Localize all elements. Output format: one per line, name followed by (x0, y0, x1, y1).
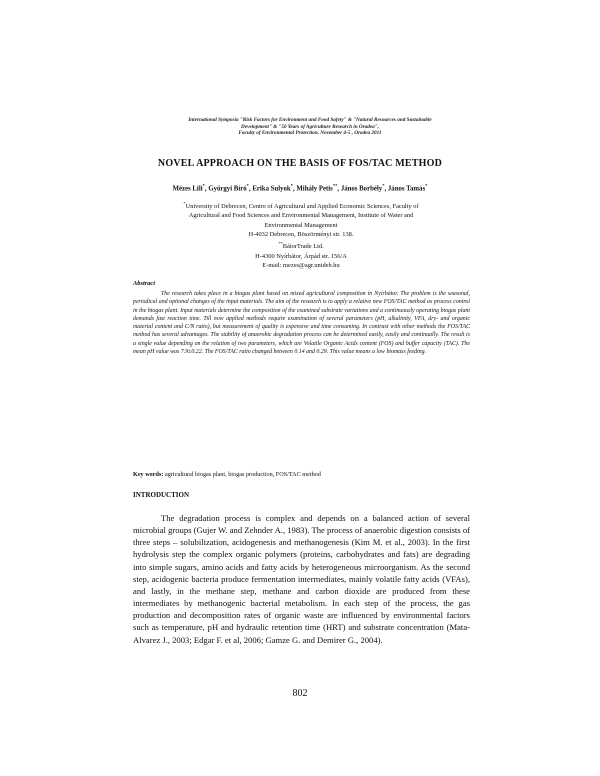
introduction-text: The degradation process is complex and depends on a balanced action of several microbial groups (Gujer W. and Zehnder A., 1983). The process of anaerobic digestion consists of three steps – solubilization, acidogenesis and methanogenesis (Kim M. et al., 2003). In the first hydrolysis step the complex organic polymers (proteins, carbohydrates and fats) are degrading into simple sugars, amino acids and fatty acids by heterogeneous microorganism. As the second step, acidogenic bacteria produce fermentation intermediates, mainly volatile fatty acids (VFAs), and lastly, in the methane step, methane and carbon dioxide are produced from these intermediates by methanogenic bacterial metabolism. In each step of the process, the gas production and decomposition rates of organic waste are influenced by environmental factors such as temperature, pH and hydraulic retention time (HRT) and substrate concentration (Mata-Alvarez J., 2003; Edgar F. et al, 2006; Gamze G. and Demirer G., 2004). (133, 513, 470, 645)
affiliation-line: H-4300 Nyírbátor, Árpád str. 156/A (255, 252, 347, 260)
abstract-heading: Abstract (133, 280, 156, 287)
author-mark: * (246, 183, 249, 188)
author-name: János Borbély (340, 185, 383, 193)
header-line-3: Faculty of Environmental Protection, November 4-5 , Oradea 2011 (238, 130, 382, 137)
affiliation-line: **BátorTrade Ltd. (278, 241, 324, 251)
keywords-line (133, 471, 470, 478)
author-name: Györgyi Bíró (208, 185, 247, 193)
author-list: Mézes Lili*, Györgyi Bíró*, Erika Sulyok*, Mihály Petis**, János Borbély*, János Tamás* (172, 183, 428, 193)
affiliation-block (146, 199, 456, 270)
keywords-text: agricultural biogas plant, biogas production, FOS/TAC method (164, 471, 321, 478)
page-number: 802 (292, 688, 308, 699)
affiliation-line: *University of Debrecen, Centre of Agricultural and Applied Economic Sciences, Faculty of (183, 201, 419, 211)
abstract-text: The research takes place in a biogas plant based on mixed agricultural composition in Nyírbátor. The problem is the seasonal, periodical and optional changes of the input materials. The aim of the research is to apply a relative new FOS/TAC method as process control in the biogas plant. Input materials determine the composition of the examined substrate variations and a continuously operating biogas plant demands fast reaction time. Till now applied methods require examination of several parameters (pH, alkalinity, VFA, dry- and organic material content and C/N ratio), but measurement of quality is expensive and time consuming. In contrast with other methods the FOS/TAC method has several advantages. The stability of anaerobic degradation process can be determined easily, easily and continually. The result is a single value depending on the relation of two parameters, which are Volatile Organic Acids content (FOS) and buffer capacity (TAC). The mean pH value was 7.9±0.22. The FOS/TAC ratio changed between 0.14 and 0.29. This value means a low biomass feeding. (133, 291, 470, 355)
paper-title: NOVEL APPROACH ON THE BASIS OF FOS/TAC METHOD (157, 158, 443, 169)
author-name: Mézes Lili (172, 185, 203, 193)
affiliation-line: H-4032 Debrecen, Böszörményi str. 138. (248, 231, 354, 239)
affiliation-mark: * (183, 201, 186, 206)
affiliation-mark: ** (278, 241, 283, 247)
author-name: Mihály Petis (296, 185, 333, 193)
author-name: Erika Sulyok (252, 185, 291, 193)
symposium-header (150, 117, 470, 137)
author-mark: * (202, 183, 205, 188)
introduction-heading: INTRODUCTION (133, 491, 190, 499)
author-name: János Tamás (387, 185, 426, 193)
author-mark: * (290, 183, 293, 188)
author-mark: * (425, 183, 428, 188)
keywords-label: Key words: (133, 471, 164, 478)
author-mark: ** (332, 183, 338, 188)
affiliation-line: Environmental Management (264, 221, 338, 229)
author-mark: * (382, 183, 385, 188)
header-line-1: International Symposia "Risk Factors for Environment and Food Safety" & "Natural Resources and Sustainable (188, 117, 432, 123)
email-line: E-mail: mezes@agr.unideb.hu (262, 262, 340, 270)
header-line-2: Development" & "50 Years of Agriculture Research in Oradea", (241, 123, 379, 130)
affiliation-line: Agricultural and Food Sciences and Environmental Management, Institute of Water and (188, 212, 414, 220)
